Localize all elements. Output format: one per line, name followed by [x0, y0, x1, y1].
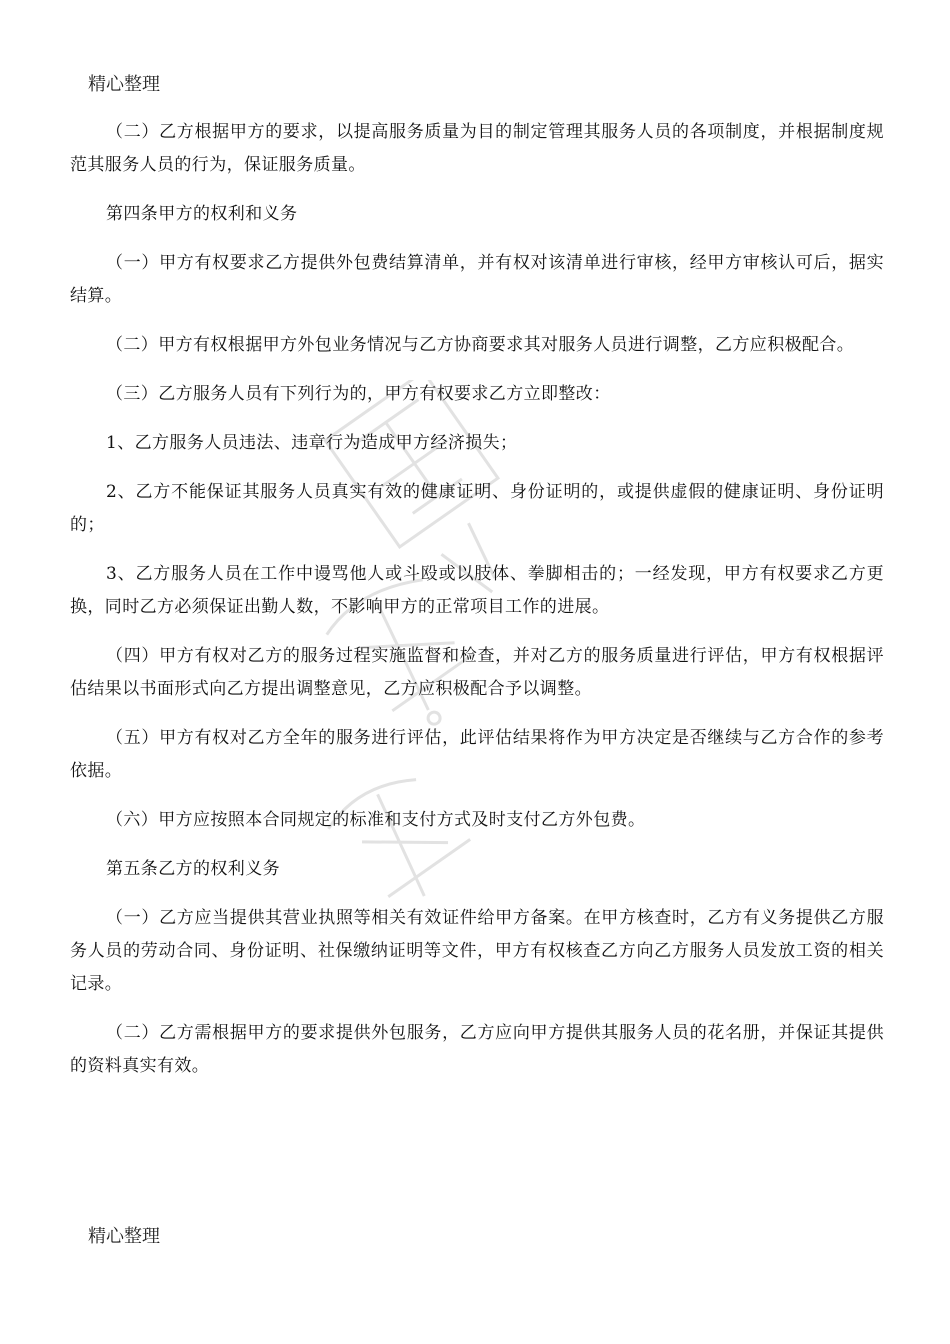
paragraph: （五）甲方有权对乙方全年的服务进行评估，此评估结果将作为甲方决定是否继续与乙方合作的参考依据。 — [70, 728, 884, 781]
paragraph: （二）乙方根据甲方的要求，以提高服务质量为目的制定管理其服务人员的各项制度，并根据制度规范其服务人员的行为，保证服务质量。 — [70, 122, 884, 175]
list-item: 2、乙方不能保证其服务人员真实有效的健康证明、身份证明的，或提供虚假的健康证明、身份证明的； — [70, 482, 884, 535]
list-item: 3、乙方服务人员在工作中谩骂他人或斗殴或以肢体、拳脚相击的；一经发现，甲方有权要求乙方更换，同时乙方必须保证出勤人数，不影响甲方的正常项目工作的进展。 — [70, 564, 884, 617]
page-footer: 精心整理 — [88, 1226, 160, 1247]
list-item: 1、乙方服务人员违法、违章行为造成甲方经济损失； — [106, 433, 518, 453]
section-heading: 第四条甲方的权利和义务 — [106, 204, 298, 224]
paragraph: （三）乙方服务人员有下列行为的，甲方有权要求乙方立即整改： — [106, 384, 611, 404]
paragraph: （六）甲方应按照本合同规定的标准和支付方式及时支付乙方外包费。 — [106, 810, 646, 830]
section-heading: 第五条乙方的权利义务 — [106, 859, 280, 879]
paragraph: （一）甲方有权要求乙方提供外包费结算清单，并有权对该清单进行审核，经甲方审核认可后，据实结算。 — [70, 253, 884, 306]
paragraph: （四）甲方有权对乙方的服务过程实施监督和检查，并对乙方的服务质量进行评估，甲方有权根据评估结果以书面形式向乙方提出调整意见，乙方应积极配合予以调整。 — [70, 646, 884, 699]
page-header: 精心整理 — [88, 74, 160, 95]
paragraph: （二）甲方有权根据甲方外包业务情况与乙方协商要求其对服务人员进行调整，乙方应积极配合。 — [106, 335, 855, 355]
paragraph: （二）乙方需根据甲方的要求提供外包服务，乙方应向甲方提供其服务人员的花名册，并保证其提供的资料真实有效。 — [70, 1023, 884, 1076]
document-body — [70, 116, 884, 1099]
paragraph: （一）乙方应当提供其营业执照等相关有效证件给甲方备案。在甲方核查时，乙方有义务提供乙方服务人员的劳动合同、身份证明、社保缴纳证明等文件，甲方有权核查乙方向乙方服务人员发放工资的相关记录。 — [70, 908, 884, 994]
